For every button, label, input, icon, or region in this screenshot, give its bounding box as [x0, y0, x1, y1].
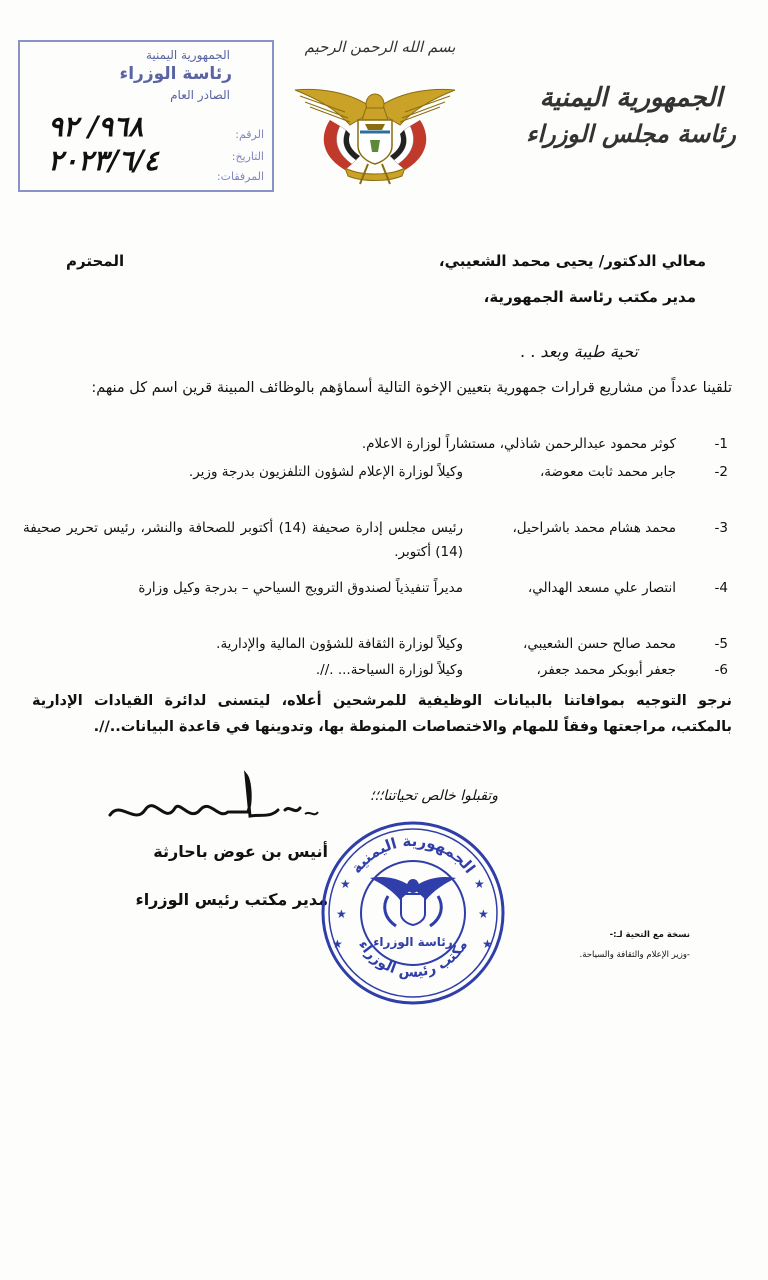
- registry-line2: رئاسة الوزراء: [119, 64, 232, 84]
- cc-recipient: -وزير الإعلام والثقافة والسياحة.: [579, 950, 690, 960]
- registry-stamp: [18, 40, 274, 192]
- item-position: رئيس مجلس إدارة صحيفة (14) أكتوبر للصحافة والنشر، رئيس تحرير صحيفة (14) أكتوبر.: [23, 520, 463, 560]
- item-number: 4-: [714, 580, 728, 596]
- regards: وتقبلوا خالص تحياتنا؛؛؛: [369, 788, 498, 804]
- item-position: مديراً تنفيذياً لصندوق الترويج السياحي – بدرجة وكيل وزارة: [138, 580, 463, 596]
- seal-outer-top: الجمهورية اليمنية: [347, 831, 479, 877]
- intro-paragraph: تلقينا عدداً من مشاريع قرارات جمهورية بتعيين الإخوة التالية أسماؤهم بالوظائف المبينة قرين اسم كل منهم:: [91, 380, 732, 396]
- item-position: وكيلاً لوزارة الثقافة للشؤون المالية والإدارية.: [216, 636, 463, 652]
- svg-text:★: ★: [478, 907, 489, 921]
- recipient-name: معالي الدكتور/ يحيى محمد الشعيبي،: [438, 252, 706, 270]
- recipient-line: [66, 252, 706, 270]
- svg-text:★: ★: [482, 937, 493, 951]
- svg-text:★: ★: [474, 877, 485, 891]
- svg-text:الجمهورية اليمنية: [347, 832, 479, 877]
- handwritten-signature: [100, 770, 330, 840]
- seal-outer-bottom: مكتب رئيس الوزراء: [355, 937, 471, 981]
- official-seal: [318, 818, 508, 1008]
- item-name: محمد هشام محمد باشراحيل،: [512, 520, 676, 536]
- republic-name: الجمهورية اليمنية: [539, 83, 723, 113]
- item-number: 6-: [714, 662, 728, 678]
- item-number: 5-: [714, 636, 728, 652]
- item-position: وكيلاً لوزارة الإعلام لشؤون التلفزيون بدرجة وزير.: [188, 464, 463, 480]
- svg-text:★: ★: [332, 937, 343, 951]
- registry-number: ٩٦٨/ ٩٢: [48, 110, 144, 143]
- item-name: انتصار علي مسعد الهدالي،: [527, 580, 676, 596]
- yemen-eagle-emblem-icon: [290, 80, 460, 190]
- signer-title: مدير مكتب رئيس الوزراء: [135, 890, 328, 909]
- greeting: تحية طيبة وبعد . .: [520, 342, 638, 361]
- item-number: 2-: [714, 464, 728, 480]
- seal-inner-text: رئاسة الوزراء: [373, 935, 453, 949]
- seal-eagle-icon: [370, 877, 456, 926]
- item-number: 1-: [714, 436, 728, 452]
- registry-number-label: الرقم:: [235, 128, 264, 141]
- closing-paragraph: نرجو التوجيه بموافاتنا بالبيانات الوظيفية للمرشحين أعلاه، ليتسنى لدائرة القيادات الإدارية بالمكتب، مراجعتها وفقاً للمهام والاختصاصات المنوطة بها، وتدوينها في قاعدة البيانات..//.: [32, 693, 732, 735]
- item-name: جابر محمد ثابت معوضة،: [539, 464, 676, 480]
- cc-label: نسخة مع التحية لـ:-: [609, 930, 690, 940]
- letterhead-title: [516, 80, 746, 152]
- signer-name: أنيس بن عوض باحارثة: [153, 842, 328, 861]
- presidency-name: رئاسة مجلس الوزراء: [526, 119, 736, 148]
- registry-line3: الصادر العام: [170, 88, 230, 102]
- svg-text:★: ★: [336, 907, 347, 921]
- svg-text:★: ★: [340, 877, 351, 891]
- recipient-title: مدير مكتب رئاسة الجمهورية،: [483, 288, 696, 306]
- item-position: وكيلاً لوزارة السياحة... .//.: [315, 662, 463, 678]
- basmala: بسم الله الرحمن الرحيم: [304, 38, 456, 56]
- registry-line1: الجمهورية اليمنية: [145, 48, 230, 62]
- item-number: 3-: [714, 520, 728, 536]
- registry-date: ٢٠٢٣/٦/٤: [48, 144, 159, 177]
- registry-date-label: التاريخ:: [231, 150, 264, 163]
- item-name: كوثر محمود عبدالرحمن شاذلي، مستشاراً لوزارة الاعلام.: [361, 436, 676, 452]
- item-name: محمد صالح حسن الشعيبي،: [523, 636, 676, 652]
- registry-attachments-label: المرفقات:: [216, 170, 264, 183]
- honorific: المحترم: [66, 252, 125, 270]
- item-name: جعفر أبوبكر محمد جعفر،: [536, 662, 676, 678]
